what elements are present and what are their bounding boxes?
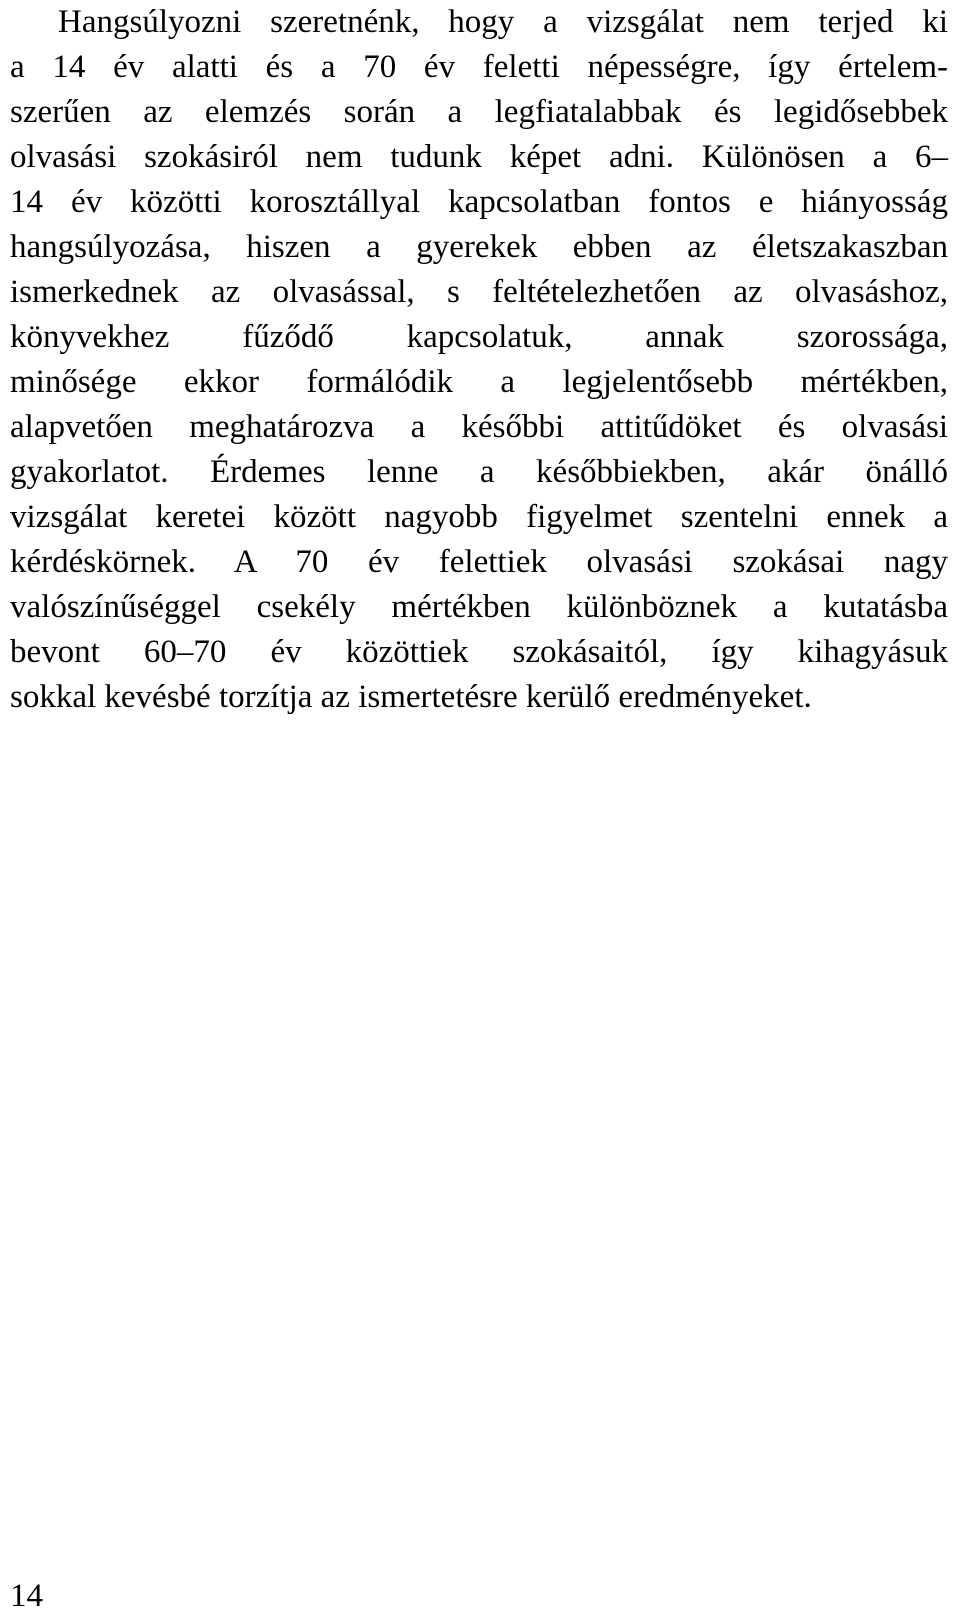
text-line: a 14 év alatti és a 70 év feletti népességre, így értelem- [10, 49, 948, 85]
text-line: kérdéskörnek. A 70 év felettiek olvasási szokásai nagy [10, 544, 948, 580]
text-line: hangsúlyozása, hiszen a gyerekek ebben az életszakaszban [10, 229, 948, 265]
text-line: minősége ekkor formálódik a legjelentősebb mértékben, [10, 364, 948, 400]
text-line: sokkal kevésbé torzítja az ismertetésre kerülő eredményeket. [10, 679, 812, 715]
text-line: valószínűséggel csekély mértékben különböznek a kutatásba [10, 589, 948, 625]
body-paragraph [10, 0, 948, 720]
text-line: ismerkednek az olvasással, s feltételezhetően az olvasáshoz, [10, 274, 948, 310]
text-line: könyvekhez fűződő kapcsolatuk, annak szorossága, [10, 319, 948, 355]
text-line: Hangsúlyozni szeretnénk, hogy a vizsgálat nem terjed ki [58, 4, 948, 40]
text-line: bevont 60–70 év közöttiek szokásaitól, így kihagyásuk [10, 634, 948, 670]
text-line: vizsgálat keretei között nagyobb figyelmet szentelni ennek a [10, 499, 948, 535]
text-line: 14 év közötti korosztállyal kapcsolatban fontos e hiányosság [10, 184, 948, 220]
page-number: 14 [10, 1578, 43, 1614]
text-line: gyakorlatot. Érdemes lenne a későbbiekben, akár önálló [10, 454, 948, 490]
text-line: alapvetően meghatározva a későbbi attitűdöket és olvasási [10, 409, 948, 445]
text-line: olvasási szokásiról nem tudunk képet adni. Különösen a 6– [10, 139, 948, 175]
text-line: szerűen az elemzés során a legfiatalabbak és legidősebbek [10, 94, 948, 130]
